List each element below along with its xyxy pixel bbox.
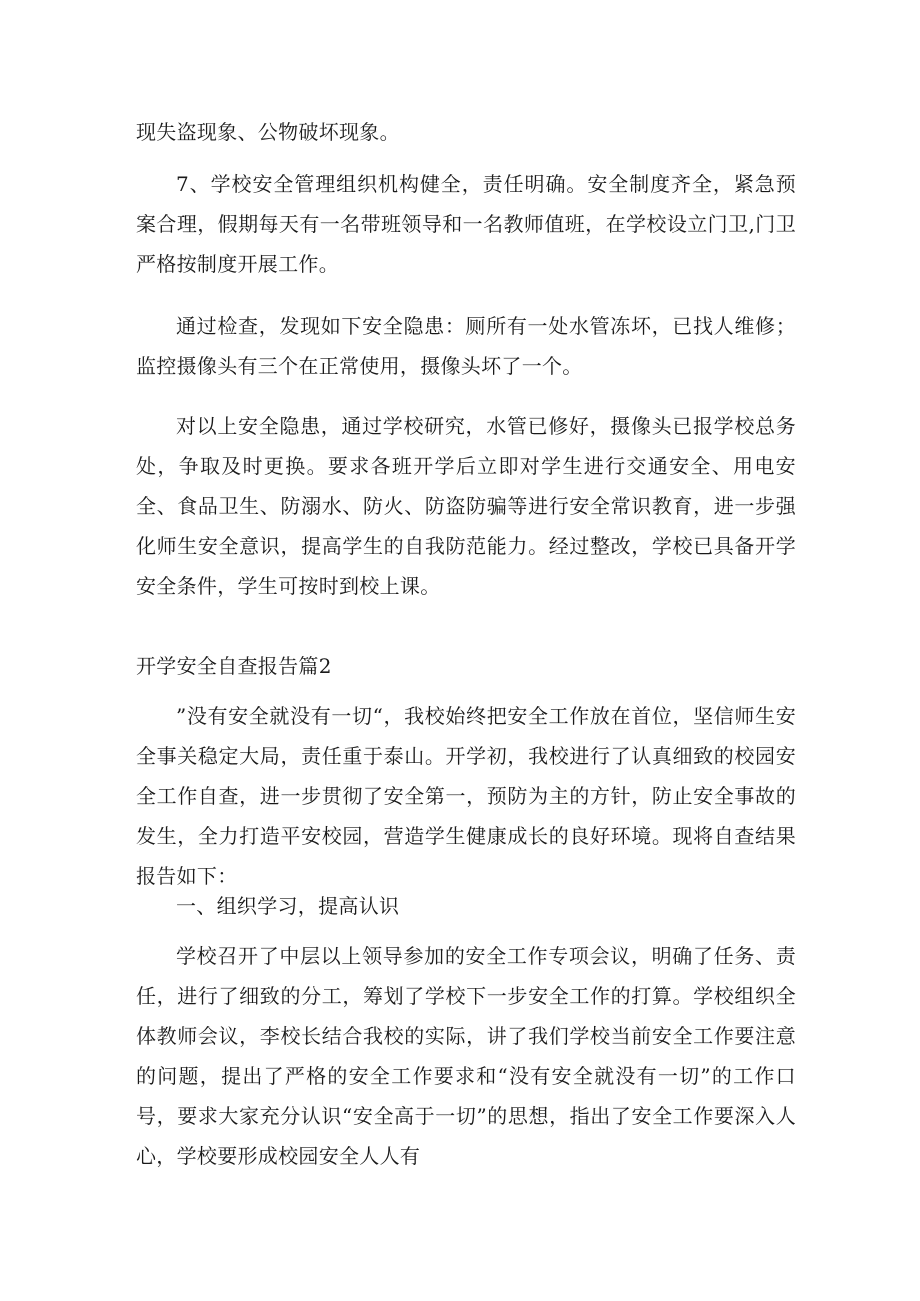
paragraph-rectification: 对以上安全隐患，通过学校研究，水管已修好，摄像头已报学校总务处，争取及时更换。要求各班开学后立即对学生进行交通安全、用电安全、食品卫生、防溺水、防火、防盗防骗等进行安全常识教育，进一步强化师生安全意识，提高学生的自我防范能力。经过整改，学校已具备开学安全条件，学生可按时到校上课。 (136, 414, 796, 598)
subsection-heading: 一、组织学习，提高认识 (176, 894, 400, 918)
paragraph-item-7: 7、学校安全管理组织机构健全，责任明确。安全制度齐全，紧急预案合理，假期每天有一名带班领导和一名教师值班，在学校设立门卫,门卫严格按制度开展工作。 (136, 172, 796, 276)
paragraph-intro: ”没有安全就没有一切“，我校始终把安全工作放在首位，坚信师生安全事关稳定大局，责任重于泰山。开学初，我校进行了认真细致的校园安全工作自查，进一步贯彻了安全第一，预防为主的方针，防止安全事故的发生，全力打造平安校园，营造学生健康成长的良好环境。现将自查结果报告如下： (136, 704, 796, 888)
paragraph-hazards-found: 通过检查，发现如下安全隐患：厕所有一处水管冻坏，已找人维修；监控摄像头有三个在正常使用，摄像头坏了一个。 (136, 314, 796, 378)
paragraph-continuation: 现失盗现象、公物破坏现象。 (136, 120, 400, 144)
section-heading: 开学安全自查报告篇2 (136, 654, 332, 678)
paragraph-meeting: 学校召开了中层以上领导参加的安全工作专项会议，明确了任务、责任，进行了细致的分工，筹划了学校下一步安全工作的打算。学校组织全体教师会议，李校长结合我校的实际，讲了我们学校当前安全工作要注意的问题，提出了严格的安全工作要求和“没有安全就没有一切”的工作口号，要求大家充分认识“安全高于一切”的思想，指出了安全工作要深入人心，学校要形成校园安全人人有 (136, 944, 796, 1168)
